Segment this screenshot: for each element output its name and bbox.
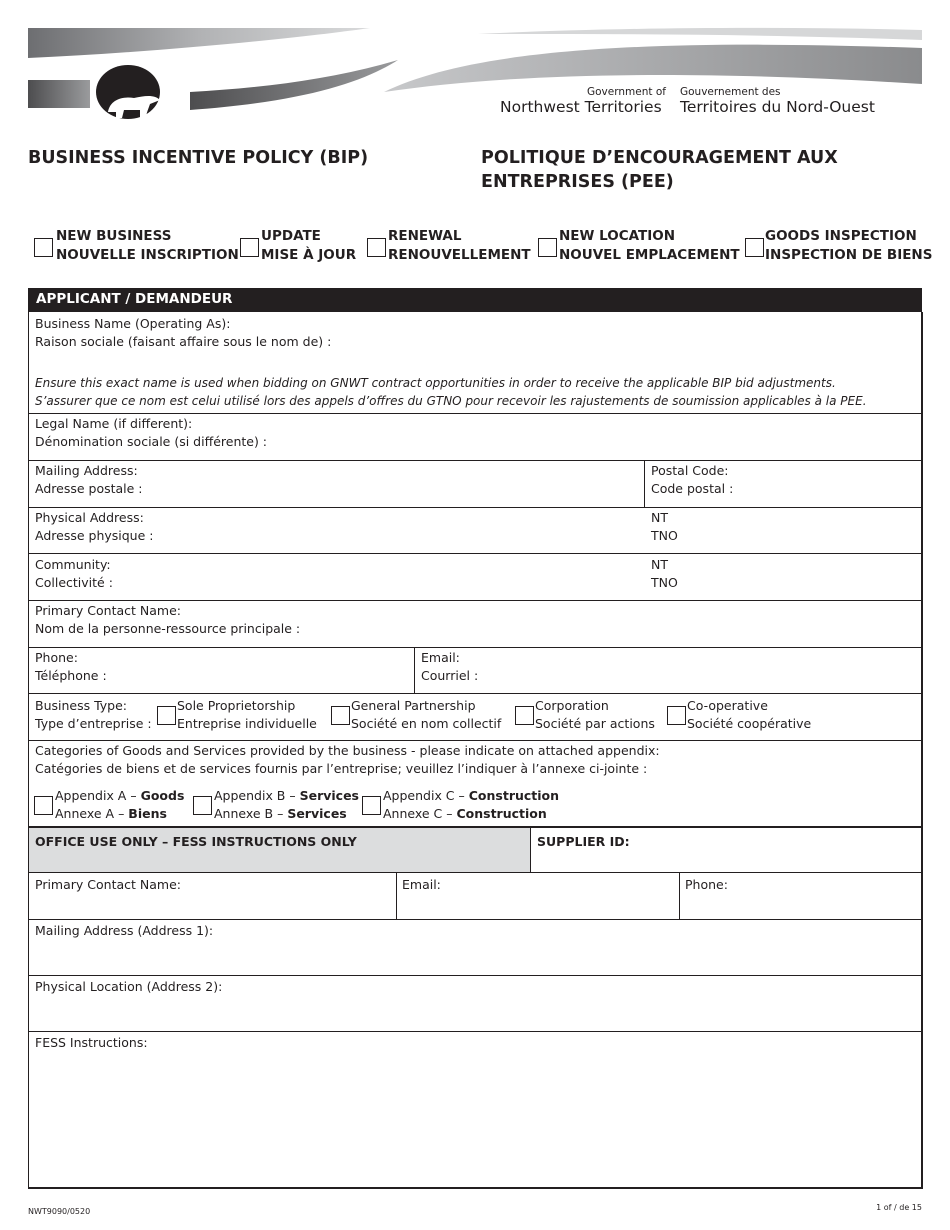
physical-address-label: Physical Address: Adresse physique : xyxy=(35,510,154,543)
renewal-label: RENEWAL RENOUVELLEMENT xyxy=(388,228,531,263)
physical-territory: NT TNO xyxy=(651,510,678,543)
title-en: BUSINESS INCENTIVE POLICY (BIP) xyxy=(28,148,369,168)
corporation-label: Corporation Société par actions xyxy=(535,698,655,731)
new-business-checkbox[interactable] xyxy=(34,238,53,257)
page-number: 1 of / de 15 xyxy=(876,1203,922,1212)
office-contact-label: Primary Contact Name: xyxy=(35,877,181,892)
primary-contact-input[interactable] xyxy=(310,603,915,643)
gov-en-small: Government of xyxy=(587,86,666,98)
appendix-b-checkbox[interactable] xyxy=(193,796,212,815)
categories-label: Categories of Goods and Services provided by the business - please indicate on attached appendix: Catégories de biens et de services fournis par l’entreprise; veuillez l’indiquer à l’annexe ci-jointe : xyxy=(35,743,660,776)
new-business-label: NEW BUSINESS NOUVELLE INSCRIPTION xyxy=(56,228,239,263)
gov-fr-small: Gouvernement des xyxy=(680,86,781,98)
business-name-input[interactable] xyxy=(400,316,915,352)
goods-inspection-checkbox[interactable] xyxy=(745,238,764,257)
office-email-label: Email: xyxy=(402,877,441,892)
business-type-label: Business Type: Type d’entreprise : xyxy=(35,698,152,731)
business-name-note: Ensure this exact name is used when bidding on GNWT contract opportunities in order to receive the applicable BIP bid adjustments. S’assurer que ce nom est celui utilisé lors des appels d’offres du GTNO pour recevoir les rajustements de soumission applicables à la PEE. xyxy=(35,376,867,408)
gov-en-big: Northwest Territories xyxy=(500,98,662,116)
mailing-address-input[interactable] xyxy=(145,463,640,503)
new-location-checkbox[interactable] xyxy=(538,238,557,257)
renewal-checkbox[interactable] xyxy=(367,238,386,257)
community-input[interactable] xyxy=(120,557,640,597)
office-phone-label: Phone: xyxy=(685,877,728,892)
general-partnership-label: General Partnership Société en nom collectif xyxy=(351,698,502,731)
office-use-header xyxy=(29,828,530,872)
legal-name-input[interactable] xyxy=(270,416,915,456)
government-signature xyxy=(500,86,920,120)
primary-contact-label: Primary Contact Name: Nom de la personne-ressource principale : xyxy=(35,603,301,636)
office-use-title: OFFICE USE ONLY – FESS INSTRUCTIONS ONLY xyxy=(35,834,357,849)
supplier-id-label: SUPPLIER ID: xyxy=(537,834,630,849)
postal-code-input[interactable] xyxy=(735,463,915,503)
fess-instructions-label: FESS Instructions: xyxy=(35,1035,148,1050)
postal-code-label: Postal Code: Code postal : xyxy=(651,463,734,496)
goods-inspection-label: GOODS INSPECTION INSPECTION DE BIENS xyxy=(765,228,933,263)
co-operative-label: Co-operative Société coopérative xyxy=(687,698,812,731)
update-label: UPDATE MISE À JOUR xyxy=(261,228,357,263)
form-code: NWT9090/0520 xyxy=(28,1207,91,1216)
email-input[interactable] xyxy=(490,650,915,690)
title-fr-line1: POLITIQUE D’ENCOURAGEMENT AUX xyxy=(481,148,838,168)
title-fr-line2: ENTREPRISES (PEE) xyxy=(481,172,674,192)
sole-proprietorship-checkbox[interactable] xyxy=(157,706,176,725)
business-name-label: Business Name (Operating As): Raison sociale (faisant affaire sous le nom de) : xyxy=(35,316,332,349)
fess-instructions-input[interactable] xyxy=(35,1054,915,1182)
community-label: Community: Collectivité : xyxy=(35,557,113,590)
appendix-c-label: Appendix C – Construction Annexe C – Construction xyxy=(383,788,560,821)
co-operative-checkbox[interactable] xyxy=(667,706,686,725)
general-partnership-checkbox[interactable] xyxy=(331,706,350,725)
office-physical-label: Physical Location (Address 2): xyxy=(35,979,223,994)
appendix-a-label: Appendix A – Goods Annexe A – Biens xyxy=(55,788,185,821)
gov-fr-big: Territoires du Nord-Ouest xyxy=(680,98,875,116)
appendix-b-label: Appendix B – Services Annexe B – Services xyxy=(214,788,359,821)
new-location-label: NEW LOCATION NOUVEL EMPLACEMENT xyxy=(559,228,740,263)
phone-label: Phone: Téléphone : xyxy=(35,650,107,683)
applicant-section-header xyxy=(28,288,922,312)
supplier-id-input[interactable] xyxy=(625,830,915,868)
office-mailing-label: Mailing Address (Address 1): xyxy=(35,923,214,938)
mailing-address-label: Mailing Address: Adresse postale : xyxy=(35,463,143,496)
email-label: Email: Courriel : xyxy=(421,650,479,683)
community-territory: NT TNO xyxy=(651,557,678,590)
appendix-a-checkbox[interactable] xyxy=(34,796,53,815)
applicant-section-title: APPLICANT / DEMANDEUR xyxy=(36,291,233,307)
phone-input[interactable] xyxy=(120,650,410,690)
legal-name-label: Legal Name (if different): Dénomination sociale (si différente) : xyxy=(35,416,268,449)
update-checkbox[interactable] xyxy=(240,238,259,257)
physical-address-input[interactable] xyxy=(155,510,640,550)
appendix-c-checkbox[interactable] xyxy=(362,796,381,815)
corporation-checkbox[interactable] xyxy=(515,706,534,725)
sole-proprietorship-label: Sole Proprietorship Entreprise individuelle xyxy=(177,698,317,731)
